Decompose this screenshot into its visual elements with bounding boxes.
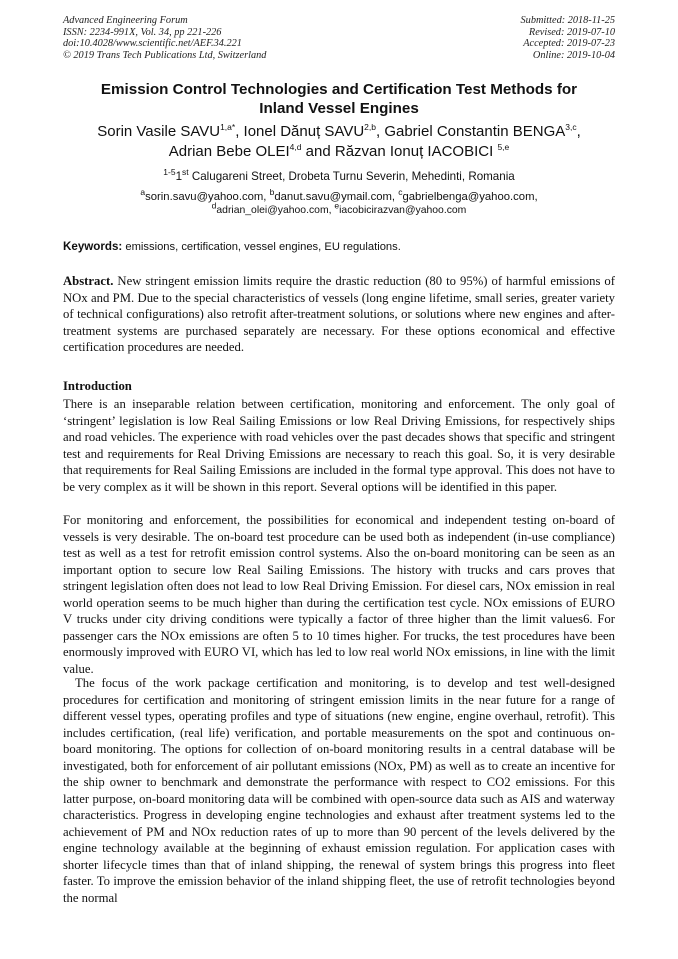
paper-title bbox=[40, 80, 638, 118]
section-heading: Introduction bbox=[63, 379, 132, 393]
paragraph-text: For monitoring and enforcement, the possibilities for economical and independent testing on-board of vessels is very desirable. The on-board test procedure can be used both as independent (in-use compliance) test as well as a test for retrofit emission control systems. Also the on-board monitoring can be seen as an important option to secure low Real Sailing Emissions. The history with trucks and cars proves that stringent legislation often does not lead to low Real Driving Emission. For diesel cars, NOx emission in real world operation seems to be much higher than during the certification test cycle. NOx emissions of EURO V trucks under city driving conditions were typically a factor of three higher than the limit values6. For passenger cars the NOx emissions are often 5 to 10 times higher. For trucks, the test procedures have been enormously improved with EURO VI, which has led to low real world NOx emissions, in line with the limit value. bbox=[63, 513, 615, 676]
accepted-date: Accepted: 2019-07-23 bbox=[523, 38, 615, 49]
paragraph-text: There is an inseparable relation between certification, monitoring and enforcement. The only goal of ‘stringent’ legislation is low Real Sailing Emissions or low Real Driving Emissions, for respectively ships and road vehicles. The experience with road vehicles over the past decades shows that specific and stringent test and requirements for Real Driving Emissions are necessary to reach this goal. So, it is very desirable that requirements for Real Sailing Emissions are included in the formal type approval. This does not have to be very complex as it will be shown in this report. Several options will be identified in this paper. bbox=[63, 397, 615, 494]
email-line-2 bbox=[40, 200, 638, 218]
author-superscript: 1,a* bbox=[220, 122, 236, 132]
abstract bbox=[63, 273, 615, 356]
author-name: Ionel Dănuț SAVU bbox=[243, 123, 365, 140]
keywords-text: emissions, certification, vessel engines, EU regulations. bbox=[122, 241, 401, 253]
email-superscript: d bbox=[211, 200, 217, 211]
author-list bbox=[30, 122, 648, 162]
author-superscript: 2,b bbox=[364, 122, 376, 132]
email-link[interactable]: danut.savu@ymail.com, bbox=[274, 191, 399, 203]
abstract-label: Abstract. bbox=[63, 274, 114, 288]
email-link[interactable]: iacobicirazvan@yahoo.com bbox=[339, 205, 467, 216]
submitted-date: Submitted: 2018-11-25 bbox=[520, 15, 615, 26]
author-name: Gabriel Constantin BENGA bbox=[384, 123, 566, 140]
email-superscript: a bbox=[140, 187, 146, 198]
paragraph bbox=[63, 512, 615, 677]
doi-line: doi:10.4028/www.scientific.net/AEF.34.221 bbox=[63, 38, 242, 49]
header-right bbox=[521, 15, 615, 61]
author-line-2 bbox=[30, 142, 648, 162]
revised-date: Revised: 2019-07-10 bbox=[528, 26, 615, 38]
email-link[interactable]: sorin.savu@yahoo.com, bbox=[145, 191, 270, 203]
keywords-label: Keywords: bbox=[63, 240, 123, 253]
author-name: Adrian Bebe OLEI bbox=[168, 143, 290, 160]
affiliation-ordinal: st bbox=[182, 167, 189, 178]
email-link[interactable]: gabrielbenga@yahoo.com, bbox=[402, 191, 538, 203]
journal-name: Advanced Engineering Forum bbox=[63, 15, 188, 26]
affiliation bbox=[40, 167, 638, 184]
copyright-line: © 2019 Trans Tech Publications Ltd, Switzerland bbox=[63, 49, 267, 61]
author-name: Sorin Vasile SAVU bbox=[97, 123, 221, 140]
online-date: Online: 2019-10-04 bbox=[532, 49, 615, 61]
author-name: Răzvan Ionuț IACOBICI bbox=[334, 143, 494, 160]
author-superscript: 4,d bbox=[289, 142, 302, 152]
keywords bbox=[63, 240, 615, 254]
header-left bbox=[63, 15, 266, 61]
email-superscript: c bbox=[398, 187, 403, 198]
issn-line: ISSN: 2234-991X, Vol. 34, pp 221-226 bbox=[63, 26, 222, 38]
email-superscript: b bbox=[269, 187, 275, 198]
affiliation-text: Calugareni Street, Drobeta Turnu Severin, Mehedinti, Romania bbox=[188, 170, 515, 183]
affiliation-number: 1 bbox=[175, 170, 183, 183]
title-line-1: Emission Control Technologies and Certification Test Methods for bbox=[100, 81, 578, 98]
affiliation-superscript: 1-5 bbox=[163, 167, 176, 178]
email-link[interactable]: adrian_olei@yahoo.com, bbox=[216, 205, 335, 216]
abstract-text: New stringent emission limits require the drastic reduction (80 to 95%) of harmful emissions of NOx and PM. Due to the special characteristics of vessels (long engine lifetime, small series, greater variety of technical configurations) also retrofit after-treatment solutions, or solutions where new engines and after-treatment systems are purchased separately are necessary. For these options economical and effective certification procedures are needed. bbox=[63, 274, 615, 354]
paragraph bbox=[63, 675, 615, 906]
author-line-1: Sorin Vasile $SAVU^{1,a*}$, Ionel Dănuț SAVU$^{2,b}$, Gabriel Constantin BENGA$^{3,c}$, bbox=[97, 122, 581, 140]
title-line-2: Inland Vessel Engines bbox=[259, 100, 419, 117]
author-superscript: 5,e bbox=[497, 142, 510, 152]
paragraph bbox=[63, 396, 615, 495]
email-superscript: e bbox=[334, 200, 340, 211]
email-list bbox=[40, 187, 638, 218]
author-superscript: 3,c bbox=[565, 122, 577, 132]
paragraph-text: The focus of the work package certification and monitoring, is to develop and test well-designed procedures for certification and monitoring of stringent emission limits in the near future for a range of different vessel types, operating profiles and type of situations (new engine, engine overhaul, retrofit). This includes certification, (real life) verification, and portable measurements on the spot and continuous on-board monitoring. The options for collection of on-board monitoring results in a central database will be investigated, both for enforcement of air pollutant emissions (NOx, PM) as well as to create an incentive for the ship owner to benchmark and demonstrate the performance with respect to CO2 emissions. For this latter purpose, on-board monitoring data will be combined with open-source data such as AIS and waterway characteristics. Progress in developing engine technologies and exhaust after treatment systems led to the achievement of PM and NOx reduction rates of up to more than 90 percent of the levels delivered by the engine technology available at the beginning of exhaust emission regulation. For application cases with shorter lifecycle times than that of inland shipping, the renewal of system brings this progress into fleet faster. To improve the emission behavior of the inland shipping fleet, the use of retrofit technologies beyond the normal bbox=[63, 676, 615, 905]
author-conjunction: and bbox=[305, 143, 331, 160]
